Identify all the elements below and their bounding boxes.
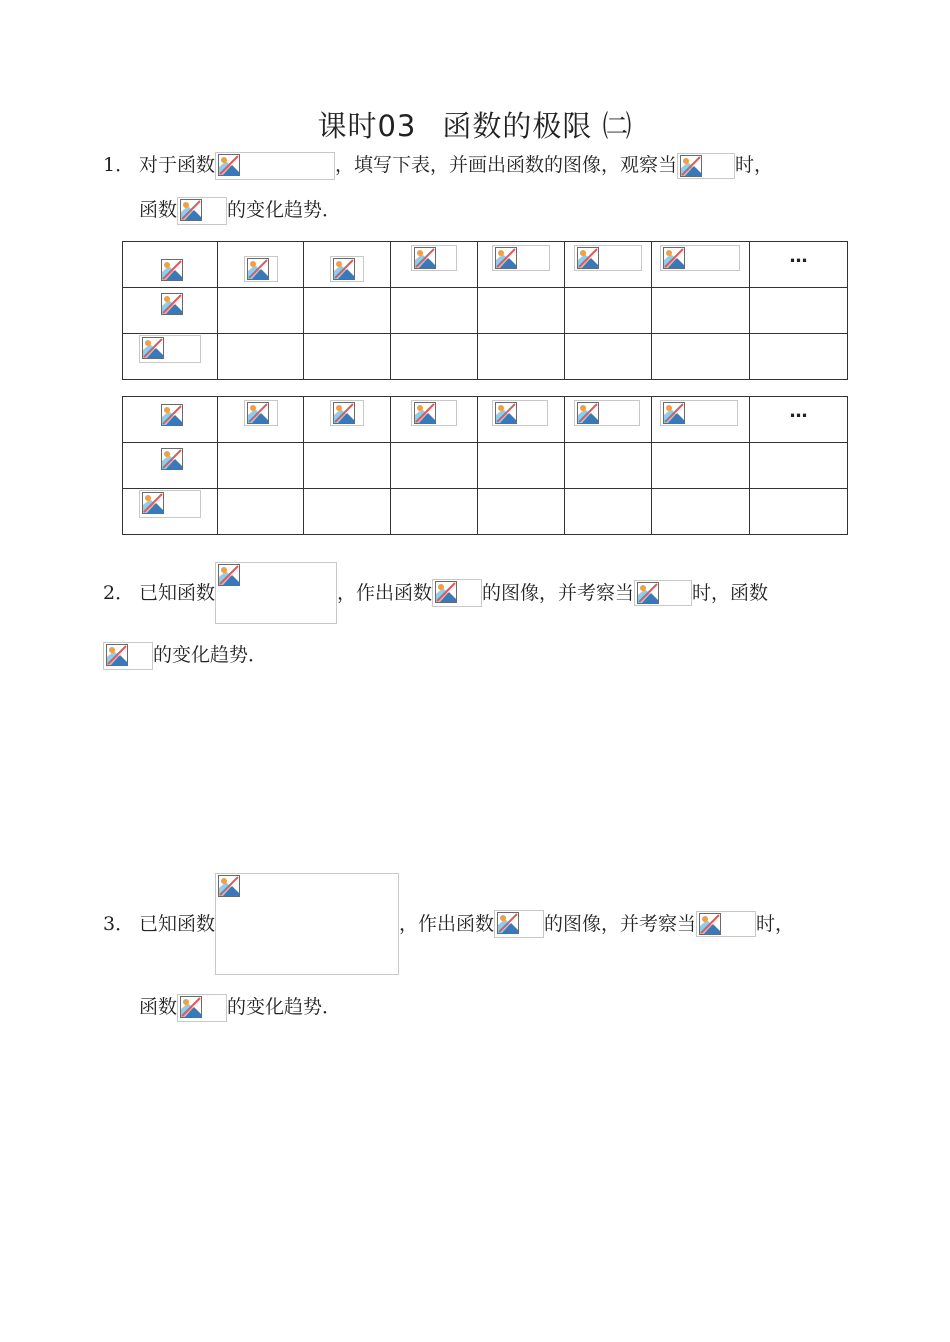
broken-image-icon bbox=[247, 402, 269, 424]
formula-image bbox=[177, 197, 227, 225]
broken-image-icon bbox=[161, 404, 183, 426]
formula-image bbox=[103, 642, 153, 670]
broken-image-icon bbox=[161, 259, 183, 281]
formula-image bbox=[660, 245, 740, 271]
broken-image-icon bbox=[435, 581, 457, 603]
formula-image bbox=[660, 400, 738, 426]
page-title bbox=[0, 104, 950, 145]
broken-image-icon bbox=[180, 996, 202, 1018]
ellipsis: … bbox=[789, 246, 808, 267]
broken-image-icon bbox=[161, 293, 183, 315]
formula-image bbox=[161, 259, 181, 281]
formula-image bbox=[494, 910, 544, 938]
broken-image-icon bbox=[106, 644, 128, 666]
table-row bbox=[123, 288, 848, 334]
broken-image-icon bbox=[180, 199, 202, 221]
formula-image bbox=[161, 293, 181, 315]
broken-image-icon bbox=[218, 154, 240, 176]
formula-image bbox=[677, 153, 735, 179]
formula-image bbox=[161, 404, 181, 426]
broken-image-icon bbox=[577, 402, 599, 424]
broken-image-icon bbox=[142, 492, 164, 514]
title-lesson: 课时03 bbox=[317, 109, 417, 143]
formula-image bbox=[574, 245, 642, 271]
broken-image-icon bbox=[414, 402, 436, 424]
value-table-1 bbox=[122, 241, 848, 380]
formula-image bbox=[215, 562, 337, 624]
formula-image bbox=[139, 335, 201, 363]
table-row bbox=[123, 443, 848, 489]
formula-image bbox=[432, 579, 482, 607]
broken-image-icon bbox=[142, 337, 164, 359]
formula-image bbox=[244, 400, 278, 426]
q2-line2: 的变化趋势． bbox=[103, 640, 267, 670]
formula-image bbox=[139, 490, 201, 518]
q3-line2: 函数 的变化趋势． bbox=[139, 992, 341, 1022]
q1-number: 1． bbox=[103, 154, 135, 176]
broken-image-icon bbox=[218, 875, 240, 897]
formula-image bbox=[244, 256, 278, 282]
broken-image-icon bbox=[495, 247, 517, 269]
formula-image bbox=[177, 994, 227, 1022]
broken-image-icon bbox=[497, 912, 519, 934]
q2-number: 2． bbox=[103, 582, 135, 604]
formula-image bbox=[492, 400, 548, 426]
broken-image-icon bbox=[247, 258, 269, 280]
formula-image bbox=[634, 580, 692, 606]
ellipsis: … bbox=[789, 401, 808, 422]
table-row bbox=[123, 397, 848, 443]
broken-image-icon bbox=[663, 402, 685, 424]
formula-image bbox=[411, 400, 457, 426]
broken-image-icon bbox=[680, 155, 702, 177]
broken-image-icon bbox=[577, 247, 599, 269]
formula-image bbox=[696, 911, 756, 937]
broken-image-icon bbox=[161, 448, 183, 470]
formula-image bbox=[330, 400, 364, 426]
q3-line1: 3． 已知函数 ，作出函数 的图像，并考察当 时， bbox=[103, 873, 794, 975]
formula-image bbox=[215, 152, 335, 180]
table-row bbox=[123, 242, 848, 288]
title-topic: 函数的极限 ㈡ bbox=[442, 109, 633, 143]
broken-image-icon bbox=[637, 582, 659, 604]
table-row bbox=[123, 334, 848, 380]
q1-line1: 1． 对于函数 ，填写下表，并画出函数的图像，观察当 时， bbox=[103, 150, 773, 180]
broken-image-icon bbox=[333, 402, 355, 424]
broken-image-icon bbox=[333, 258, 355, 280]
broken-image-icon bbox=[699, 913, 721, 935]
formula-image bbox=[330, 256, 364, 282]
formula-image bbox=[161, 448, 181, 470]
formula-image bbox=[411, 245, 457, 271]
broken-image-icon bbox=[218, 564, 240, 586]
broken-image-icon bbox=[495, 402, 517, 424]
broken-image-icon bbox=[414, 247, 436, 269]
q1-line2: 函数 的变化趋势． bbox=[139, 195, 341, 225]
q2-line1: 2． 已知函数 ，作出函数 的图像，并考察当 时，函数 bbox=[103, 562, 768, 624]
broken-image-icon bbox=[663, 247, 685, 269]
value-table-2 bbox=[122, 396, 848, 535]
formula-image bbox=[215, 873, 399, 975]
formula-image bbox=[492, 245, 550, 271]
table-row bbox=[123, 489, 848, 535]
q3-number: 3． bbox=[103, 913, 135, 935]
formula-image bbox=[574, 400, 640, 426]
